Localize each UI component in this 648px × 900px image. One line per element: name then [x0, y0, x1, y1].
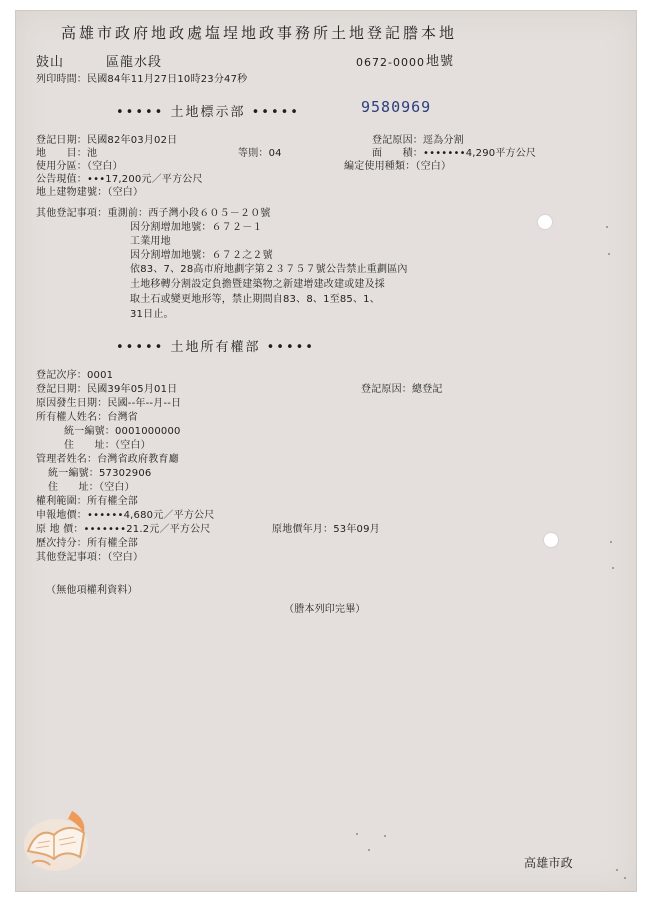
stray-mark: [608, 253, 610, 255]
marking-register-date: 登記日期：民國82年03月02日: [36, 135, 178, 146]
other-item-line: 31日止。: [130, 309, 174, 320]
declared-price: 申報地價：••••••4,680元／平方公尺: [36, 510, 215, 521]
use-category: 編定使用種類：（空白）: [344, 161, 452, 172]
history-share: 歷次持分：所有權全部: [36, 538, 138, 549]
land-grade: 等則：04: [238, 148, 282, 159]
other-item-line: 因分割增加地號：６７２之２號: [130, 250, 273, 261]
manager-name: 管理者姓名：台灣省政府教育廳: [36, 454, 179, 465]
stray-mark: [610, 541, 612, 543]
stray-mark: [356, 833, 358, 835]
rights-scope: 權利範圍：所有權全部: [36, 496, 138, 507]
cause-date: 原因發生日期：民國--年--月--日: [36, 398, 182, 409]
ownership-register-date: 登記日期：民國39年05月01日: [36, 384, 178, 395]
other-item-line: 其他登記事項：重測前：西子灣小段６０５－２０號: [36, 208, 271, 219]
stray-mark: [612, 567, 614, 569]
use-zone: 使用分區：（空白）: [36, 161, 123, 172]
land-category: 地 目：池: [36, 148, 98, 159]
punch-hole: [538, 215, 552, 229]
buildings-number: 地上建物建號：（空白）: [36, 187, 144, 198]
ownership-register-reason: 登記原因：總登記: [361, 384, 443, 395]
marking-register-reason: 登記原因：逕為分割: [372, 135, 464, 146]
original-price: 原 地 價：•••••••21.2元／平方公尺: [36, 524, 211, 535]
print-complete-note: （謄本列印完畢）: [284, 604, 366, 615]
district-name: 鼓山: [36, 55, 65, 70]
land-marking-heading: ••••• 土地標示部 •••••: [116, 105, 300, 120]
land-ownership-heading: ••••• 土地所有權部 •••••: [116, 340, 315, 355]
other-item-line: 工業用地: [130, 236, 171, 247]
stray-mark: [606, 226, 608, 228]
footer-signature: 高雄市政: [524, 856, 573, 870]
stray-mark: [624, 877, 626, 879]
no-other-rights-note: （無他項權利資料）: [46, 585, 138, 596]
print-time: 列印時間：民國84年11月27日10時23分47秒: [36, 74, 248, 85]
other-item-line: 依83、7、28高市府地劃字第２３７５７號公告禁止重劃區內: [130, 264, 408, 275]
parcel-number: 0672-0000: [356, 56, 425, 69]
document-number: 9580969: [361, 98, 432, 116]
other-item-line: 因分割增加地號：６７２－１: [130, 222, 263, 233]
other-item-line: 土地移轉分割設定負擔暨建築物之新建增建改建或建及採: [130, 279, 385, 290]
owner-address: 住 址：（空白）: [64, 440, 151, 451]
section-name: 區龍水段: [106, 55, 163, 70]
other-item-line: 取土石或變更地形等，禁止期間自83、8、1至85、1、: [130, 294, 380, 305]
stray-mark: [368, 849, 370, 851]
stray-mark: [616, 869, 618, 871]
land-area: 面 積：•••••••4,290平方公尺: [372, 148, 537, 159]
owner-id: 統一編號：0001000000: [64, 426, 181, 437]
announced-value: 公告現值：•••17,200元／平方公尺: [36, 174, 203, 185]
original-price-date: 原地價年月：53年09月: [272, 524, 380, 535]
parcel-label: 地號: [426, 54, 455, 69]
document-title: 高雄市政府地政處塩埕地政事務所土地登記謄本地: [61, 24, 458, 42]
archive-logo-icon: [20, 805, 100, 875]
ownership-other-items: 其他登記事項：（空白）: [36, 552, 144, 563]
punch-hole: [544, 533, 558, 547]
register-transcript-page: [15, 10, 637, 892]
owner-name: 所有權人姓名：台灣省: [36, 412, 138, 423]
stray-mark: [384, 835, 386, 837]
manager-address: 住 址：（空白）: [48, 482, 135, 493]
ownership-order: 登記次序：0001: [36, 370, 114, 381]
manager-id: 統一編號：57302906: [48, 468, 152, 479]
